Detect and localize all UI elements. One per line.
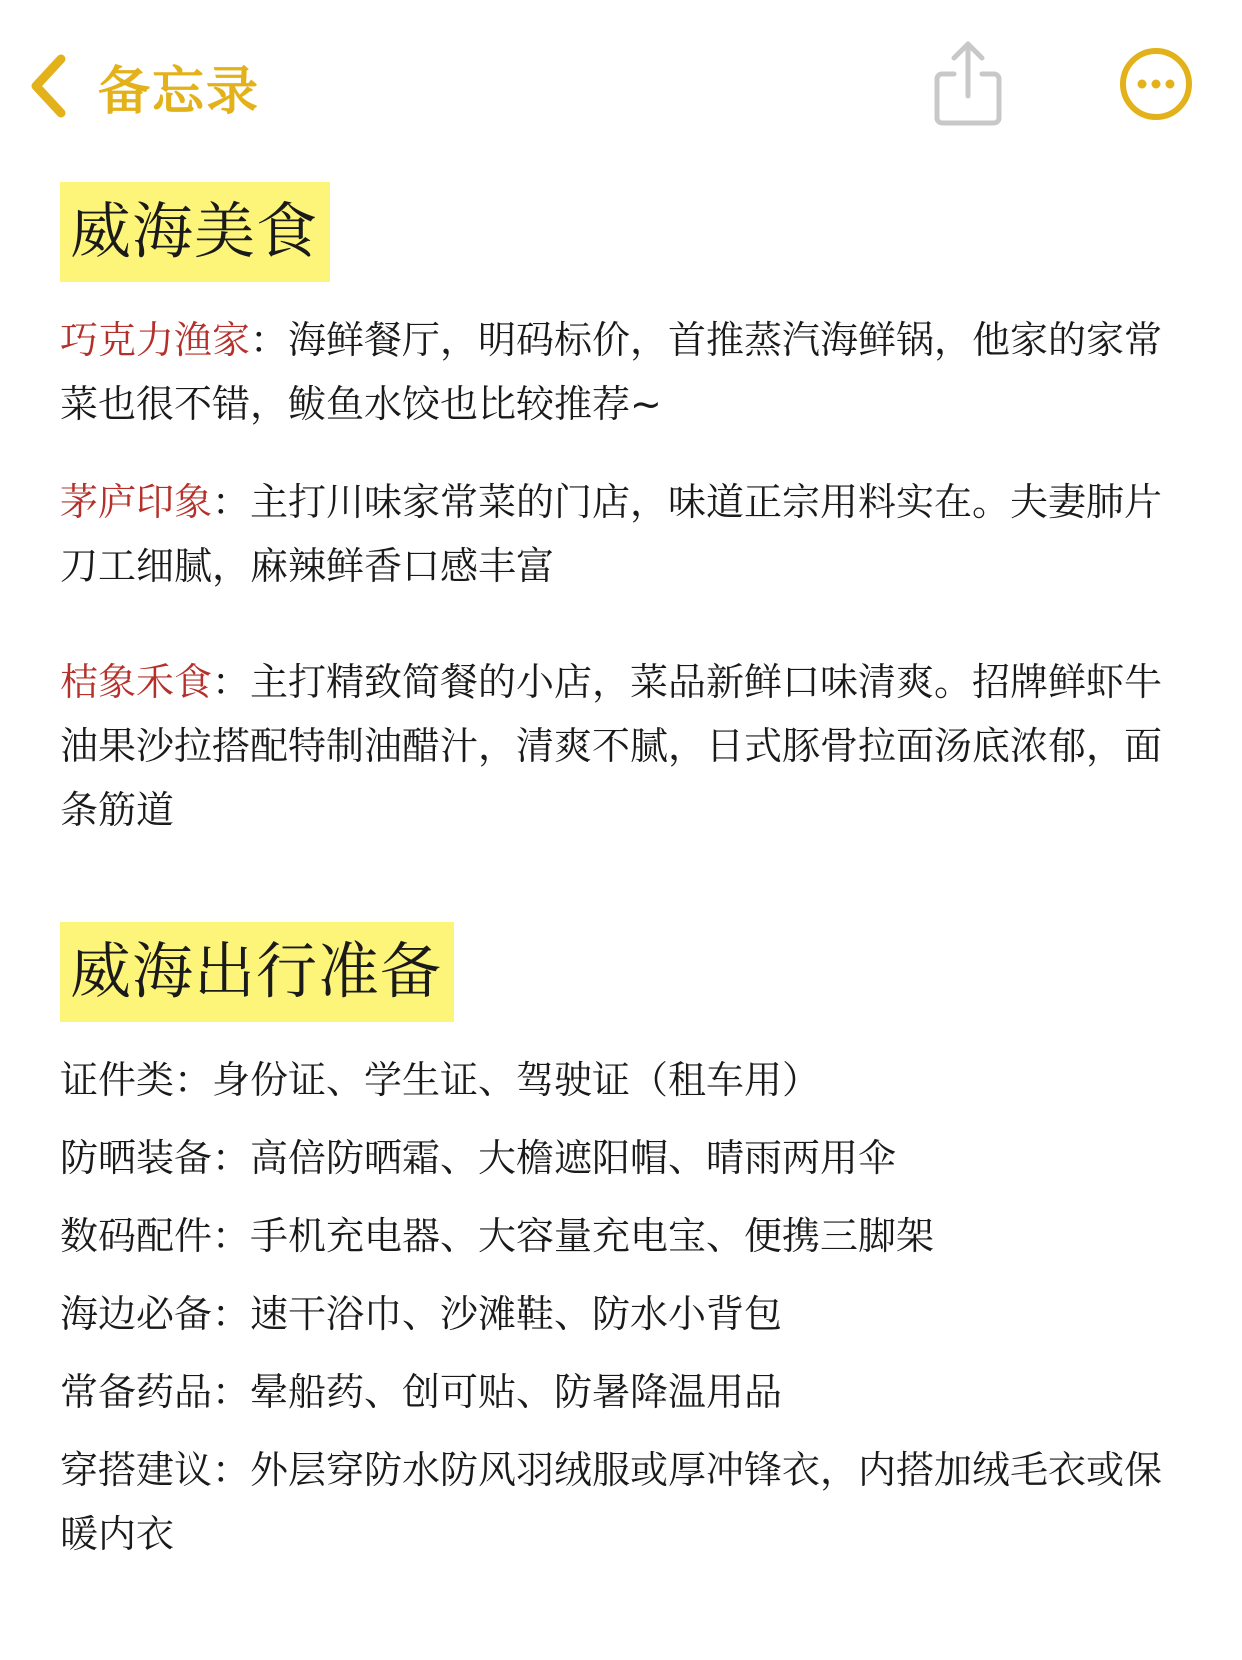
prep-item: 穿搭建议：外层穿防水防风羽绒服或厚冲锋衣，内搭加绒毛衣或保暖内衣 [60,1448,1163,1556]
share-button[interactable] [932,38,1004,126]
restaurant-name: 巧克力渔家 [60,318,251,362]
prep-item: 常备药品：晕船药、创可贴、防暑降温用品 [60,1370,783,1414]
more-icon [1118,46,1194,122]
food-item [60,470,1190,598]
share-icon [932,38,1004,126]
restaurant-name: 茅庐印象 [60,480,213,524]
back-button[interactable] [28,46,260,126]
restaurant-desc: ：主打精致简餐的小店，菜品新鲜口味清爽。招牌鲜虾牛油果沙拉搭配特制油醋汁，清爽不腻，日式豚骨拉面汤底浓郁，面条筋道 [60,660,1163,832]
prep-item: 防晒装备：高倍防晒霜、大檐遮阳帽、晴雨两用伞 [60,1136,897,1180]
food-item [60,650,1190,842]
restaurant-name: 桔象禾食 [60,660,213,704]
more-button[interactable] [1118,46,1194,122]
back-label: 备忘录 [98,61,261,122]
note-body[interactable] [60,182,1190,1580]
chevron-left-icon [28,53,68,119]
restaurant-desc: ：主打川味家常菜的门店，味道正宗用料实在。夫妻肺片刀工细腻，麻辣鲜香口感丰富 [60,480,1163,588]
food-heading: 威海美食 [60,182,330,282]
prep-list [60,1048,1190,1566]
navigation-bar [0,0,1242,170]
restaurant-desc: ：海鲜餐厅，明码标价，首推蒸汽海鲜锅，他家的家常菜也很不错，鲅鱼水饺也比较推荐~ [60,318,1163,426]
prep-heading: 威海出行准备 [60,922,454,1022]
prep-item: 证件类：身份证、学生证、驾驶证（租车用） [60,1058,821,1102]
prep-item: 数码配件：手机充电器、大容量充电宝、便携三脚架 [60,1214,935,1258]
food-item [60,308,1190,436]
prep-item: 海边必备：速干浴巾、沙滩鞋、防水小背包 [60,1292,783,1336]
